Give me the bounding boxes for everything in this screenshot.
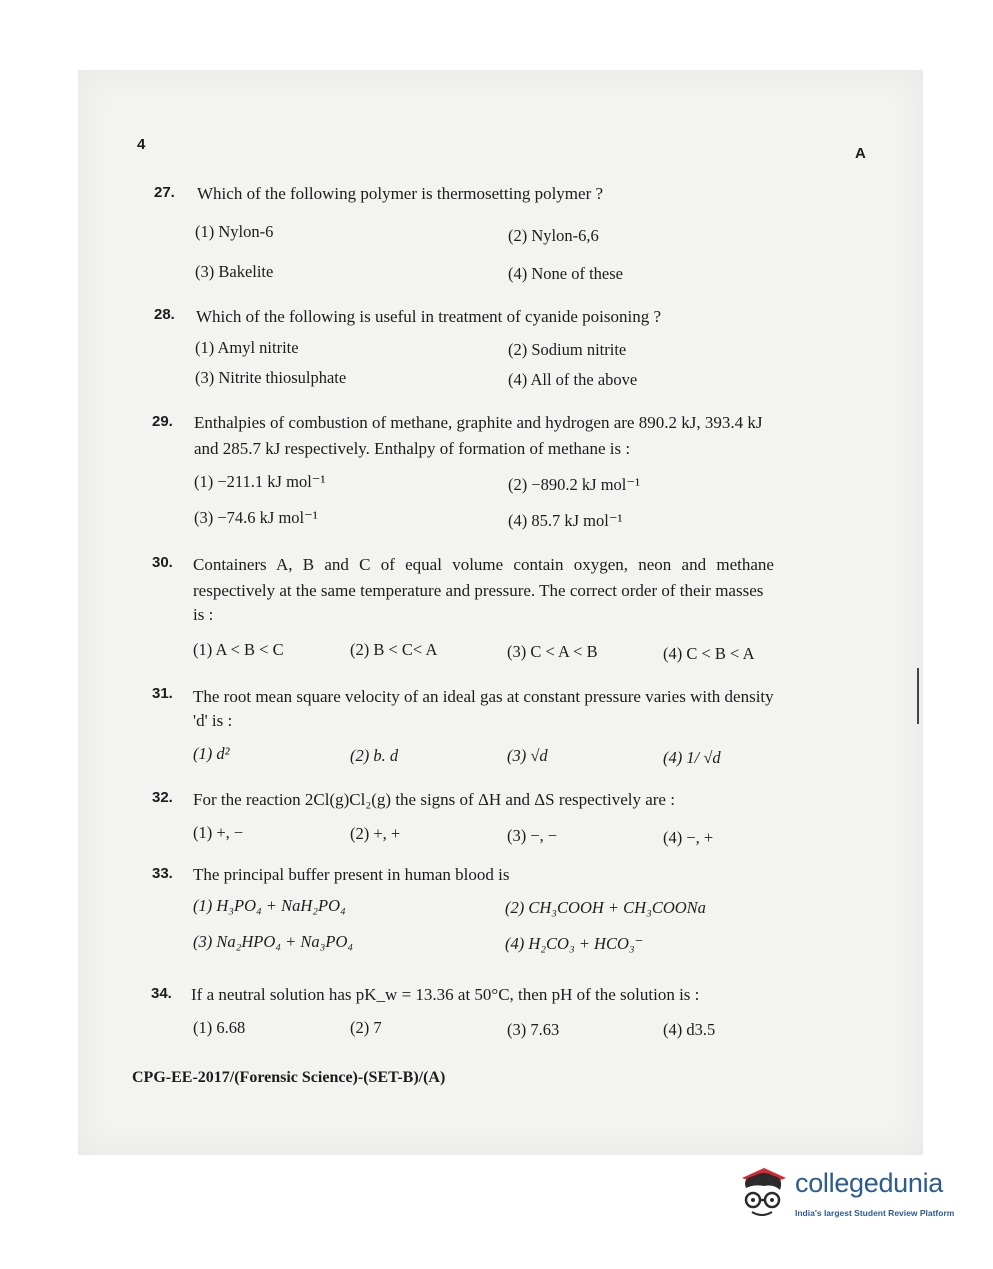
scan-edge-mark	[917, 668, 919, 724]
option: (2) Sodium nitrite	[508, 340, 627, 359]
question-text-line: is :	[193, 605, 214, 624]
option: (3) Bakelite	[195, 262, 274, 281]
question-text: Which of the following polymer is thermosetting polymer ?	[197, 184, 604, 203]
option: (3) −74.6 kJ mol⁻¹	[194, 508, 318, 527]
option: (2) CH₃COOH + CH₃COONa	[505, 898, 706, 917]
collegedunia-mascot-icon	[734, 1166, 792, 1222]
option: (1) d²	[193, 744, 230, 763]
question-number: 27.	[154, 184, 175, 201]
option: (1) Nylon-6	[195, 222, 274, 241]
question-text-line: respectively at the same temperature and pressure. The correct order of their masses	[193, 581, 764, 600]
option: (1) H₃PO₄ + NaH₂PO₄	[193, 896, 346, 915]
question-text-line: Containers A, B and C of equal volume contain oxygen, neon and methane	[193, 555, 774, 574]
exam-code-footer: CPG-EE-2017/(Forensic Science)-(SET-B)/(A)	[132, 1069, 446, 1086]
option: (4) −, +	[663, 828, 714, 847]
option: (4) 1/ √d	[663, 748, 721, 767]
collegedunia-tagline: India's largest Student Review Platform	[795, 1208, 955, 1218]
question-text-line: The root mean square velocity of an ideal gas at constant pressure varies with density	[193, 687, 774, 706]
option: (3) 7.63	[507, 1020, 560, 1039]
option: (2) b. d	[350, 746, 399, 765]
question-text: For the reaction 2Cl(g)Cl₂(g) the signs of ΔH and ΔS respectively are :	[193, 790, 675, 809]
option: (4) None of these	[508, 264, 624, 283]
question-text: Which of the following is useful in treatment of cyanide poisoning ?	[196, 307, 662, 326]
question-number: 34.	[151, 985, 172, 1002]
option: (3) √d	[507, 746, 548, 765]
page-number: 4	[137, 136, 146, 153]
option: (2) B < C< A	[350, 640, 438, 659]
question-text-line: 'd' is :	[193, 711, 233, 730]
option: (4) d3.5	[663, 1020, 716, 1039]
question-text-line: and 285.7 kJ respectively. Enthalpy of formation of methane is :	[194, 439, 631, 458]
option: (1) Amyl nitrite	[195, 338, 299, 357]
option: (2) +, +	[350, 824, 401, 843]
option: (2) −890.2 kJ mol⁻¹	[508, 475, 641, 494]
question-text-line: Enthalpies of combustion of methane, graphite and hydrogen are 890.2 kJ, 393.4 kJ	[194, 413, 763, 432]
question-number: 32.	[152, 789, 173, 806]
option: (3) Na₂HPO₄ + Na₃PO₄	[193, 932, 354, 951]
question-text: The principal buffer present in human blood is	[193, 865, 510, 884]
option: (4) All of the above	[508, 370, 638, 389]
question-number: 28.	[154, 306, 175, 323]
option: (2) Nylon-6,6	[508, 226, 599, 245]
question-number: 30.	[152, 554, 173, 571]
option: (1) +, −	[193, 823, 244, 842]
option: (4) 85.7 kJ mol⁻¹	[508, 511, 623, 530]
question-text: If a neutral solution has pK_w = 13.36 at 50°C, then pH of the solution is :	[191, 985, 700, 1004]
question-number: 29.	[152, 413, 173, 430]
option: (1) 6.68	[193, 1018, 246, 1037]
collegedunia-brand-name: collegedunia	[795, 1168, 944, 1198]
option: (1) −211.1 kJ mol⁻¹	[194, 472, 326, 491]
option: (3) Nitrite thiosulphate	[195, 368, 347, 387]
option: (4) H₂CO₃ + HCO₃⁻	[505, 934, 644, 953]
set-letter: A	[855, 145, 866, 162]
option: (4) C < B < A	[663, 644, 755, 663]
question-number: 31.	[152, 685, 173, 702]
option: (3) −, −	[507, 826, 558, 845]
option: (2) 7	[350, 1018, 382, 1037]
option: (3) C < A < B	[507, 642, 598, 661]
question-number: 33.	[152, 865, 173, 882]
option: (1) A < B < C	[193, 640, 284, 659]
